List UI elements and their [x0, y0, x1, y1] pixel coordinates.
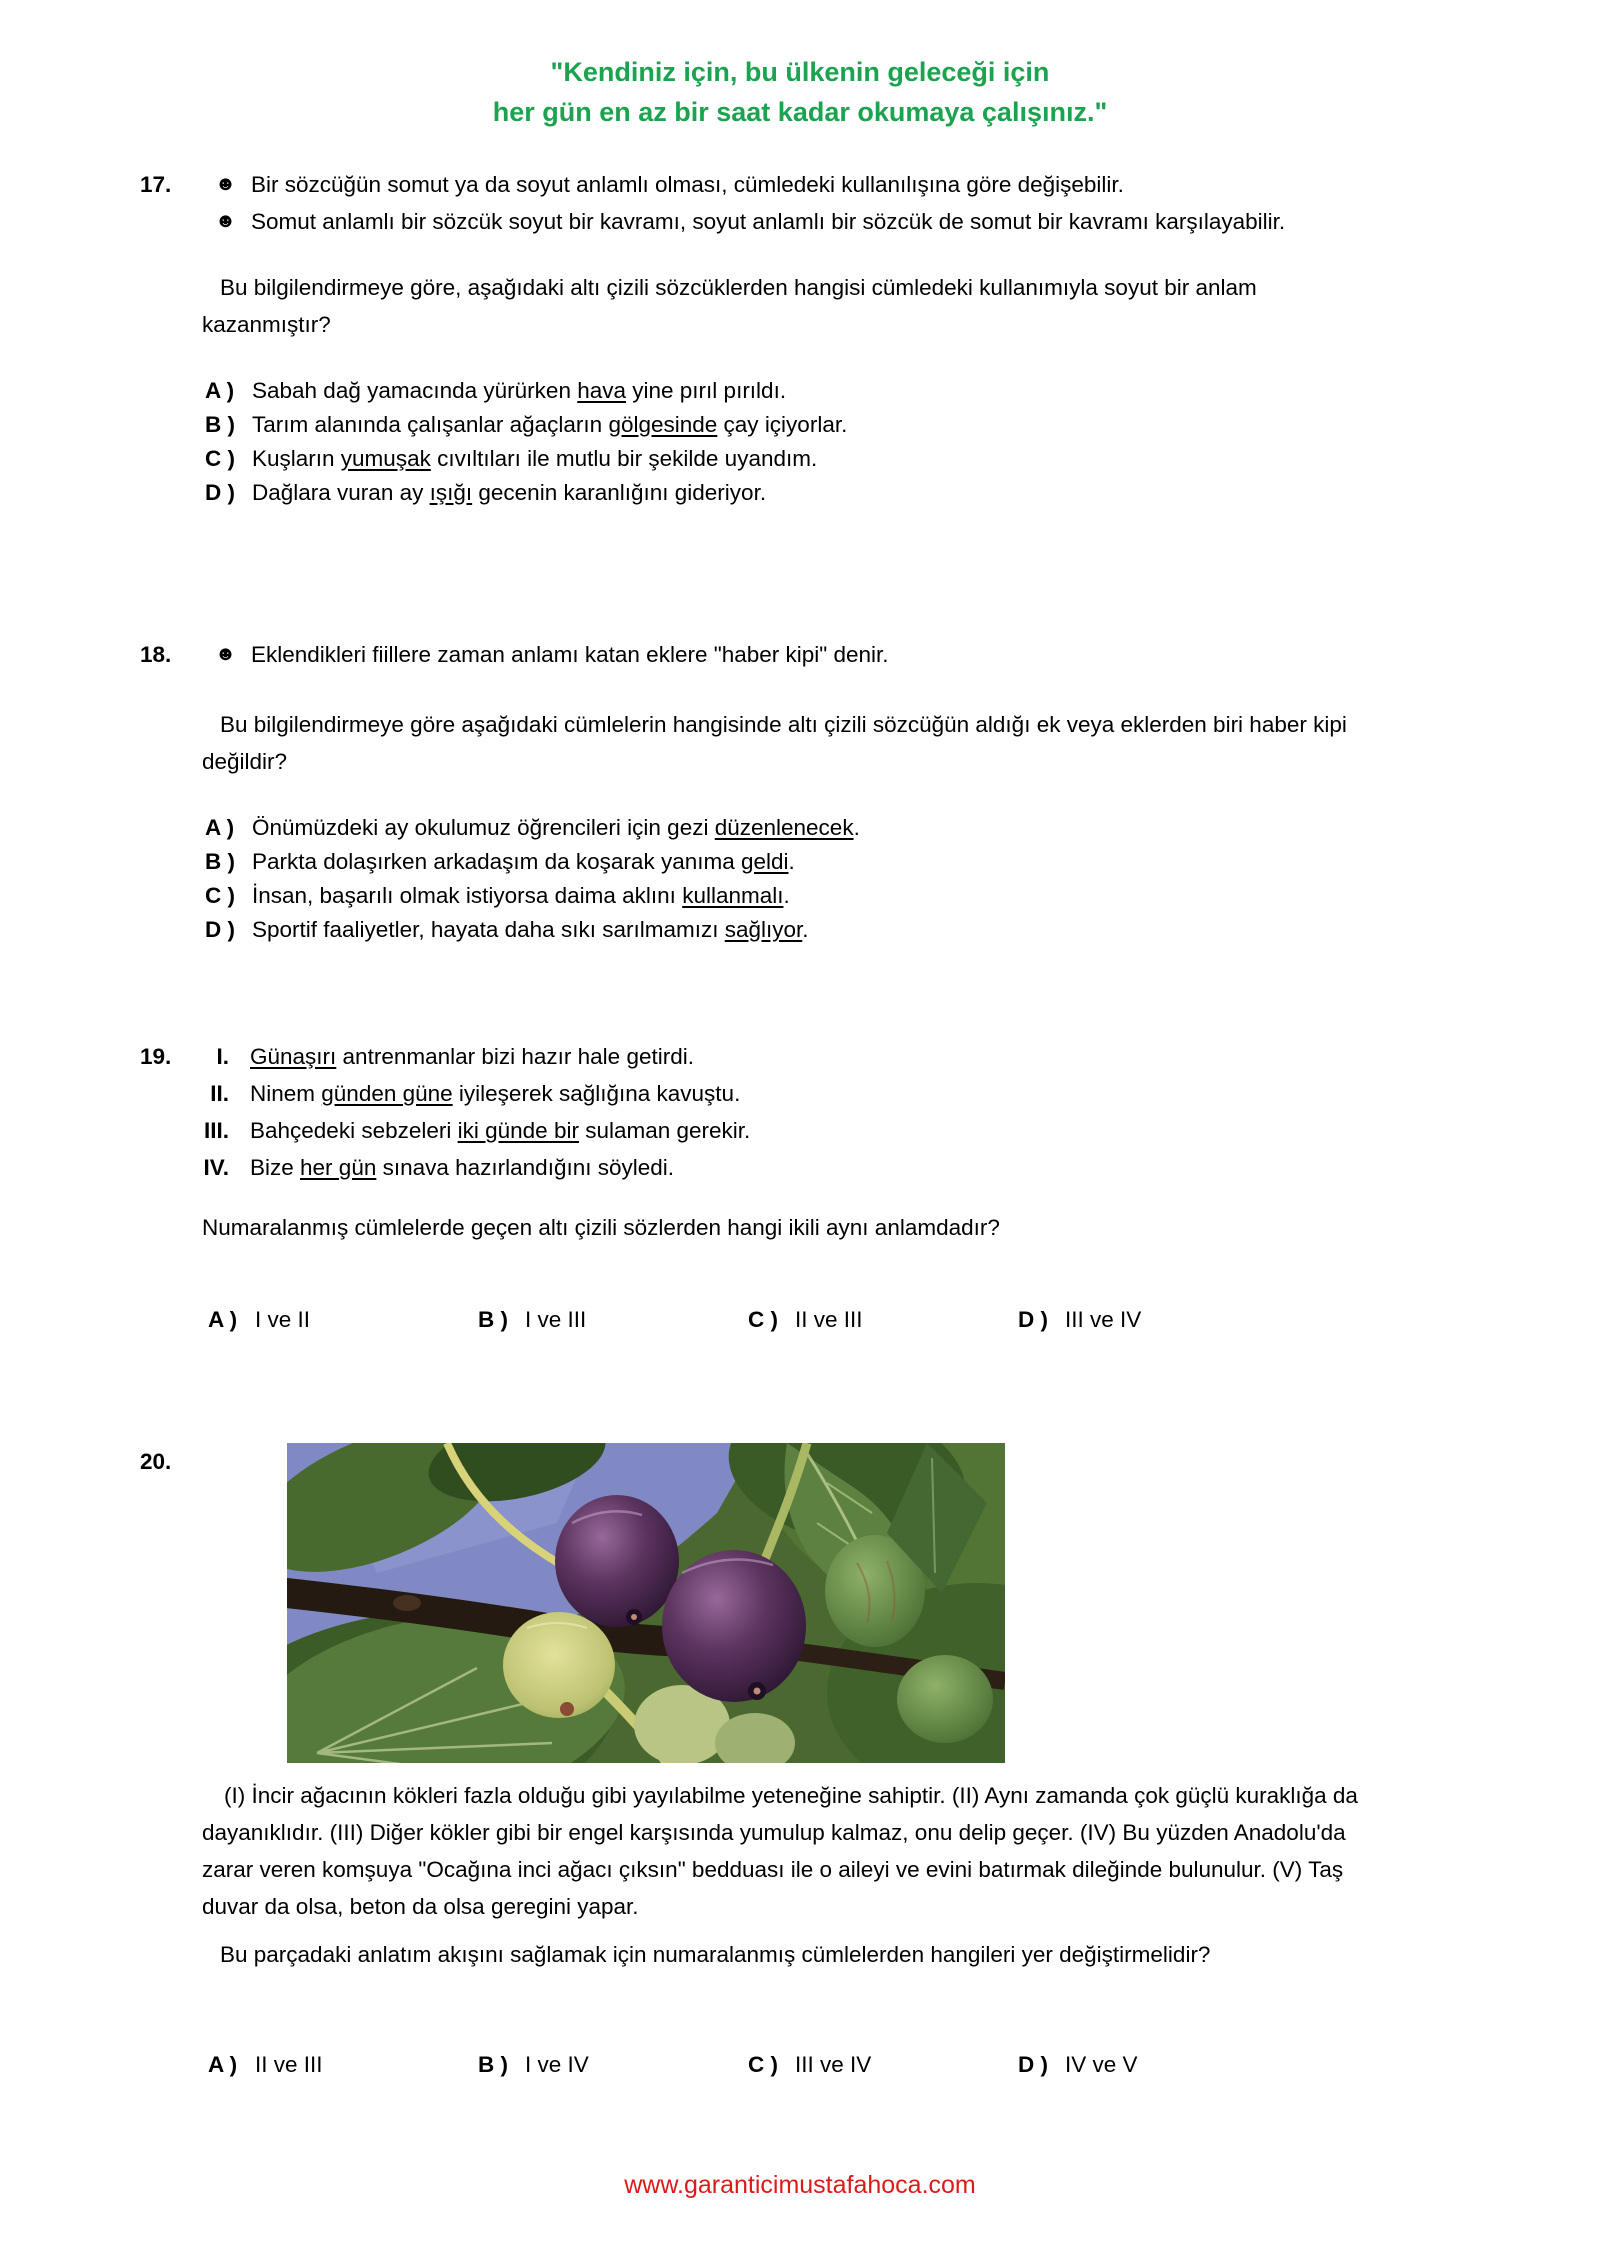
question-20-options [208, 2048, 1480, 2082]
info-bullet-row [215, 166, 1305, 203]
figs-photo-illustration [287, 1443, 1005, 1763]
numbered-sentence-1 [197, 1038, 1297, 1075]
option-text: III ve IV [795, 2052, 872, 2077]
underlined-word: yumuşak [340, 446, 431, 471]
sentence-text: Bahçedeki sebzeleri iki günde bir sulaman gerekir. [250, 1118, 751, 1143]
option-a [208, 2048, 478, 2082]
option-letter: B ) [478, 2052, 508, 2077]
option-text: Önümüzdeki ay okulumuz öğrencileri için gezi düzenlenecek. [252, 815, 860, 840]
option-text: Sportif faaliyetler, hayata daha sıkı sarılmamızı sağlıyor. [252, 917, 809, 942]
question-19-options [208, 1303, 1480, 1337]
motto-line-1: "Kendiniz için, bu ülkenin geleceği için [550, 57, 1050, 87]
footer-website-url: www.garanticimustafahoca.com [624, 2171, 976, 2199]
underlined-word: sağlıyor [724, 917, 803, 942]
sentence-text: Bize her gün sınava hazırlandığını söyledi. [250, 1155, 675, 1180]
question-20-number: 20. [140, 1449, 172, 1474]
option-b [478, 2048, 748, 2082]
numbered-sentence-4 [197, 1149, 1297, 1186]
question-17-info-bullets [215, 166, 1305, 240]
option-letter: A ) [208, 1307, 238, 1332]
option-c [748, 2048, 1018, 2082]
option-a [205, 374, 1480, 408]
underlined-word: her gün [300, 1155, 377, 1180]
option-letter: B ) [478, 1307, 508, 1332]
question-17-options [205, 374, 1480, 510]
question-19-stem: Numaralanmış cümlelerde geçen altı çizili sözlerden hangi ikili aynı anlamdadır? [202, 1215, 1000, 1240]
option-text: II ve III [255, 2052, 323, 2077]
option-text: III ve IV [1065, 1307, 1142, 1332]
numbered-sentence-3 [197, 1112, 1297, 1149]
option-text: İnsan, başarılı olmak istiyorsa daima aklını kullanmalı. [252, 883, 790, 908]
option-text: Kuşların yumuşak cıvıltıları ile mutlu bir şekilde uyandım. [252, 446, 818, 471]
underlined-word: geldi [740, 849, 789, 874]
question-18-stem: Bu bilgilendirmeye göre aşağıdaki cümlelerin hangisinde altı çizili sözcüğün aldığı ek veya eklerden biri haber kipi değildir? [202, 712, 1347, 774]
sentence-text: Günaşırı antrenmanlar bizi hazır hale getirdi. [250, 1044, 694, 1069]
option-letter: C ) [205, 883, 235, 908]
info-bullet-row [215, 203, 1305, 240]
question-17-stem: Bu bilgilendirmeye göre, aşağıdaki altı çizili sözcüklerden hangisi cümledeki kullanımıyla soyut bir anlam kazanmıştır? [202, 275, 1257, 337]
option-letter: C ) [748, 1307, 778, 1332]
fig-branch-photo [287, 1443, 1005, 1763]
option-letter: C ) [748, 2052, 778, 2077]
option-text: Parkta dolaşırken arkadaşım da koşarak yanıma geldi. [252, 849, 795, 874]
underlined-word: ışığı [429, 480, 473, 505]
option-text: Tarım alanında çalışanlar ağaçların gölgesinde çay içiyorlar. [252, 412, 848, 437]
option-b [478, 1303, 748, 1337]
option-letter: A ) [205, 378, 235, 403]
question-20-paragraph: (I) İncir ağacının kökleri fazla olduğu gibi yayılabilme yeteneğine sahiptir. (II) Aynı zamanda çok güçlü kuraklığa da dayanıklıdır. (III) Diğer kökler gibi bir engel karşısında yumulup kalmaz, onu delip geçer. (IV) Bu yüzden Anadolu'da zarar veren komşuya "Ocağına inci ağacı çıksın" bedduası ile o aileyi ve evini batırmak dileğinde bulunulur. (V) Taş duvar da olsa, beton da olsa geregini yapar. [202, 1783, 1358, 1919]
option-b [205, 845, 1480, 879]
smiley-bullet-icon: ☻ [215, 210, 237, 232]
question-19 [140, 1038, 1480, 1337]
underlined-word: düzenlenecek [714, 815, 854, 840]
option-letter: C ) [205, 446, 235, 471]
roman-numeral: IV. [203, 1155, 229, 1180]
underlined-word: Günaşırı [250, 1044, 337, 1069]
option-letter: B ) [205, 412, 235, 437]
option-d [205, 476, 1480, 510]
option-letter: D ) [205, 480, 235, 505]
numbered-sentence-2 [197, 1075, 1297, 1112]
option-text: II ve III [795, 1307, 863, 1332]
smiley-bullet-icon: ☻ [215, 173, 237, 195]
info-bullet-text: Bir sözcüğün somut ya da soyut anlamlı olması, cümledeki kullanılışına göre değişebilir. [251, 172, 1124, 197]
question-18-number: 18. [140, 642, 172, 667]
motto-line-2: her gün en az bir saat kadar okumaya çalışınız." [492, 97, 1108, 127]
option-d [1018, 1303, 1141, 1337]
underlined-word: iki günde bir [457, 1118, 579, 1143]
option-text: I ve III [525, 1307, 587, 1332]
roman-numeral: I. [216, 1044, 229, 1069]
option-d [1018, 2048, 1138, 2082]
option-b [205, 408, 1480, 442]
option-c [205, 879, 1480, 913]
option-letter: A ) [205, 815, 235, 840]
option-text: Sabah dağ yamacında yürürken hava yine pırıl pırıldı. [252, 378, 787, 403]
sentence-text: Ninem günden güne iyileşerek sağlığına kavuştu. [250, 1081, 741, 1106]
question-17 [140, 166, 1480, 510]
option-letter: B ) [205, 849, 235, 874]
underlined-word: gölgesinde [608, 412, 718, 437]
info-bullet-text: Eklendikleri fiillere zaman anlamı katan eklere "haber kipi" denir. [251, 642, 889, 667]
underlined-word: hava [577, 378, 627, 403]
option-c [748, 1303, 1018, 1337]
option-text: I ve II [255, 1307, 311, 1332]
option-letter: D ) [205, 917, 235, 942]
question-17-number: 17. [140, 172, 172, 197]
option-letter: D ) [1018, 2052, 1048, 2077]
option-a [205, 811, 1480, 845]
option-a [208, 1303, 478, 1337]
question-18-options [205, 811, 1480, 947]
question-20 [140, 1443, 1480, 2082]
underlined-word: kullanmalı [682, 883, 784, 908]
option-letter: A ) [208, 2052, 238, 2077]
question-19-number: 19. [140, 1044, 172, 1069]
roman-numeral: III. [203, 1118, 229, 1143]
option-letter: D ) [1018, 1307, 1048, 1332]
option-d [205, 913, 1480, 947]
page-header-motto [0, 52, 1600, 132]
option-c [205, 442, 1480, 476]
roman-numeral: II. [210, 1081, 229, 1106]
option-text: I ve IV [525, 2052, 589, 2077]
question-19-numbered-sentences [197, 1038, 1297, 1186]
question-20-stem: Bu parçadaki anlatım akışını sağlamak için numaralanmış cümlelerden hangileri yer değiştirmelidir? [220, 1942, 1211, 1967]
info-bullet-row [215, 636, 1305, 673]
option-text: Dağlara vuran ay ışığı gecenin karanlığını gideriyor. [252, 480, 767, 505]
smiley-bullet-icon: ☻ [215, 643, 237, 665]
question-18 [140, 636, 1480, 947]
question-18-info-bullets [215, 636, 1305, 673]
underlined-word: günden güne [321, 1081, 453, 1106]
option-text: IV ve V [1065, 2052, 1138, 2077]
info-bullet-text: Somut anlamlı bir sözcük soyut bir kavramı, soyut anlamlı bir sözcük de somut bir kavramı karşılayabilir. [251, 209, 1286, 234]
